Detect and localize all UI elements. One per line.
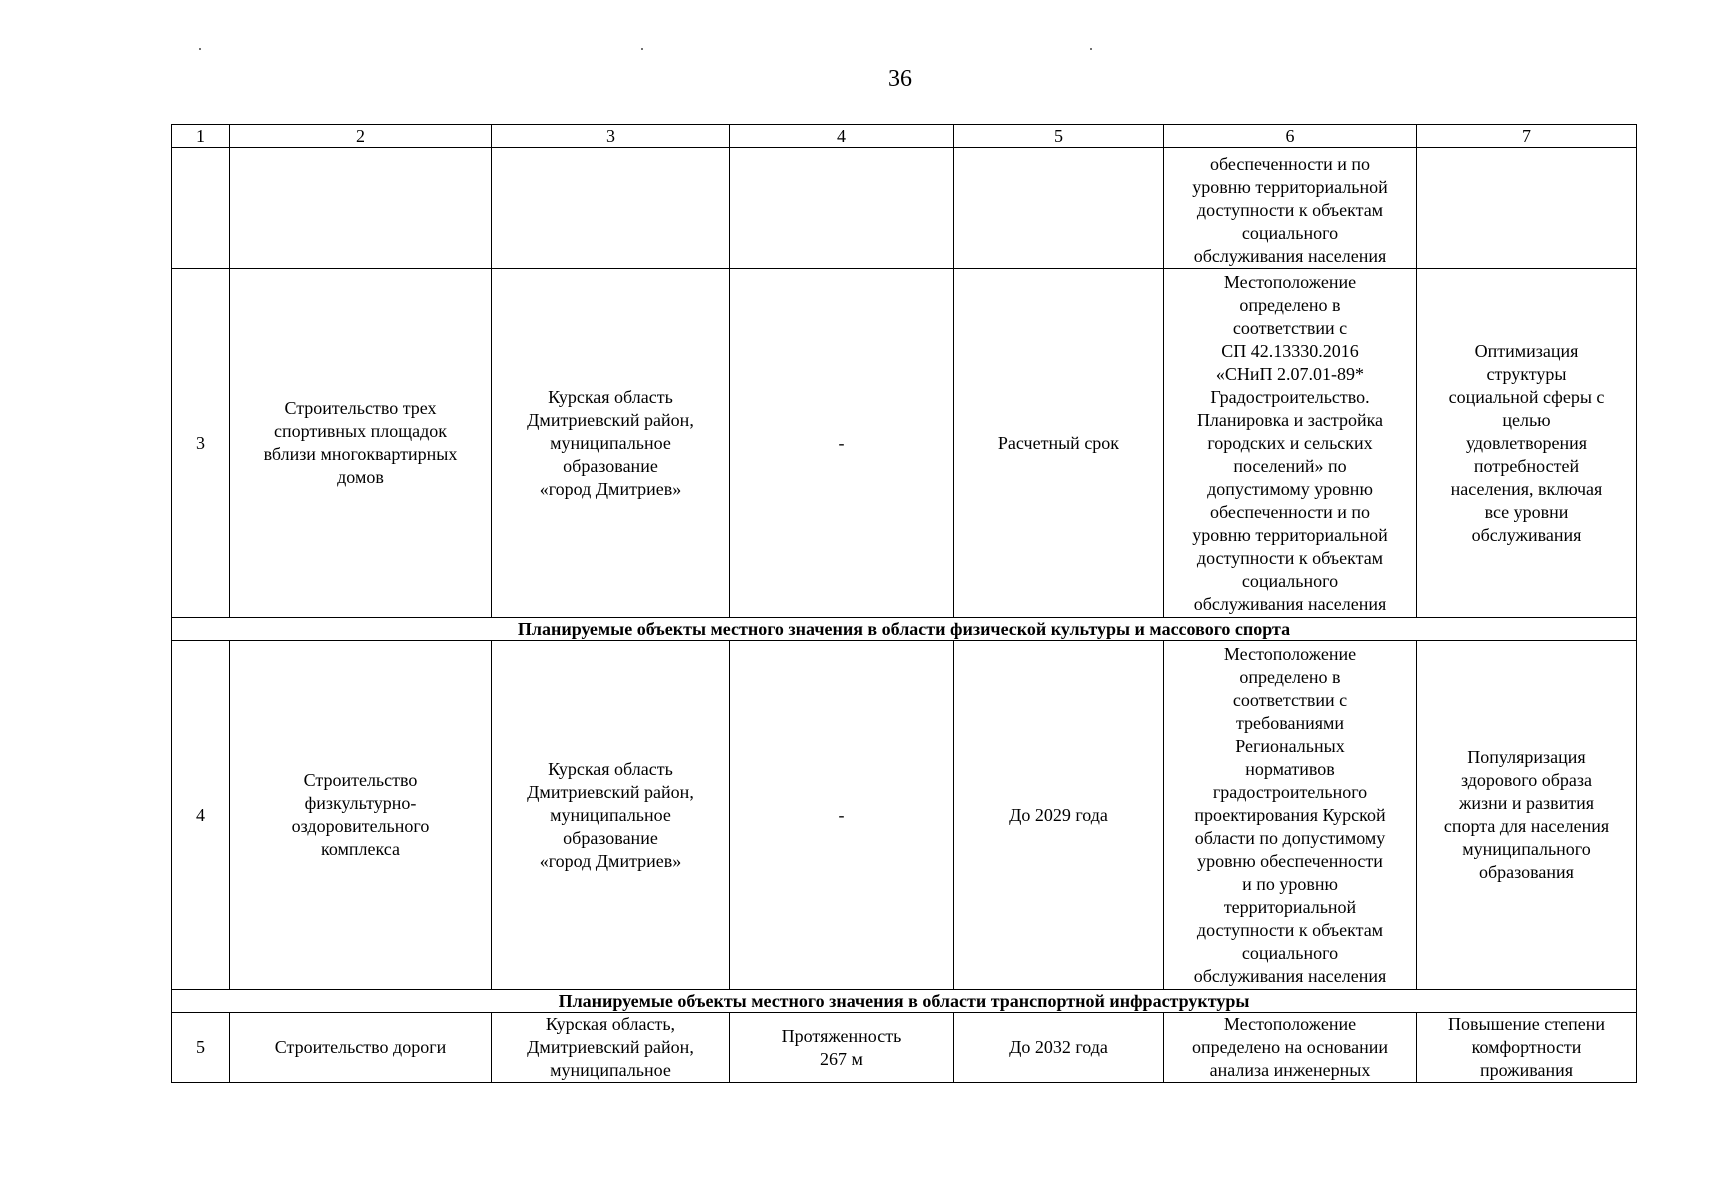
section-heading-row: [172, 618, 1637, 641]
table-cell: [1417, 148, 1637, 269]
timeframe-cell: До 2029 года: [954, 641, 1164, 990]
parameters-cell: -: [730, 269, 954, 618]
parameters-cell: Протяженность 267 м: [730, 1013, 954, 1083]
column-number: 5: [954, 125, 1164, 148]
object-name-cell: Строительство физкультурно- оздоровительного комплекса: [230, 641, 492, 990]
section-heading: Планируемые объекты местного значения в области транспортной инфраструктуры: [172, 990, 1637, 1013]
location-cell: Курская область, Дмитриевский район, муниципальное: [492, 1013, 730, 1083]
basis-cell: Местоположение определено в соответствии с СП 42.13330.2016 «СНиП 2.07.01-89* Градостроительство. Планировка и застройка городских и сельских поселений» по допустимому уровню обеспеченности и по уровню территориальной доступности к объектам социального обслуживания населения: [1164, 269, 1417, 618]
purpose-cell: Популяризация здорового образа жизни и развития спорта для населения муниципального образования: [1417, 641, 1637, 990]
row-number-cell: 5: [172, 1013, 230, 1083]
basis-cell: обеспеченности и по уровню территориальной доступности к объектам социального обслуживания населения: [1164, 148, 1417, 269]
table-cell: [730, 148, 954, 269]
column-number: 6: [1164, 125, 1417, 148]
scan-dot: [1090, 48, 1092, 50]
table-row: [172, 1013, 1637, 1083]
column-number: 4: [730, 125, 954, 148]
timeframe-cell: Расчетный срок: [954, 269, 1164, 618]
planned-objects-table: [171, 124, 1637, 1083]
table-row: [172, 641, 1637, 990]
purpose-cell: Оптимизация структуры социальной сферы с целью удовлетворения потребностей населения, включая все уровни обслуживания: [1417, 269, 1637, 618]
section-heading: Планируемые объекты местного значения в области физической культуры и массового спорта: [172, 618, 1637, 641]
page-number: 36: [888, 66, 912, 92]
column-number: 3: [492, 125, 730, 148]
column-number: 2: [230, 125, 492, 148]
table-row-continuation: [172, 148, 1637, 269]
table-cell: [230, 148, 492, 269]
basis-cell: Местоположение определено в соответствии с требованиями Региональных нормативов градостроительного проектирования Курской области по допустимому уровню обеспеченности и по уровню территориальной доступности к объектам социального обслуживания населения: [1164, 641, 1417, 990]
row-number-cell: 3: [172, 269, 230, 618]
section-heading-row: [172, 990, 1637, 1013]
table-cell: [954, 148, 1164, 269]
table-cell: [172, 148, 230, 269]
column-number-row: [172, 125, 1637, 148]
basis-cell: Местоположение определено на основании анализа инженерных: [1164, 1013, 1417, 1083]
object-name-cell: Строительство дороги: [230, 1013, 492, 1083]
location-cell: Курская область Дмитриевский район, муниципальное образование «город Дмитриев»: [492, 641, 730, 990]
timeframe-cell: До 2032 года: [954, 1013, 1164, 1083]
parameters-cell: -: [730, 641, 954, 990]
column-number: 7: [1417, 125, 1637, 148]
table-cell: [492, 148, 730, 269]
table-row: [172, 269, 1637, 618]
object-name-cell: Строительство трех спортивных площадок вблизи многоквартирных домов: [230, 269, 492, 618]
location-cell: Курская область Дмитриевский район, муниципальное образование «город Дмитриев»: [492, 269, 730, 618]
scan-dot: [199, 48, 201, 50]
purpose-cell: Повышение степени комфортности проживания: [1417, 1013, 1637, 1083]
row-number-cell: 4: [172, 641, 230, 990]
column-number: 1: [172, 125, 230, 148]
scan-dot: [641, 48, 643, 50]
